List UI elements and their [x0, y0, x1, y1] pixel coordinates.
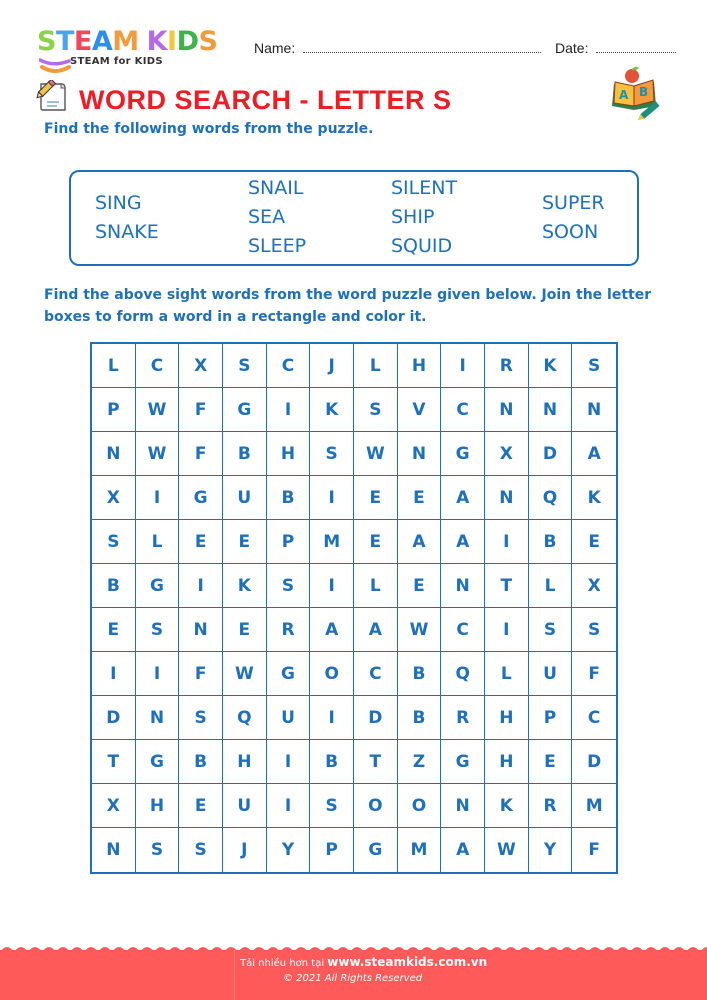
grid-cell[interactable]: B	[310, 740, 354, 784]
grid-cell[interactable]: G	[136, 564, 180, 608]
word-item: SNAIL	[248, 177, 304, 199]
abc-book-icon	[608, 66, 664, 122]
grid-cell[interactable]: N	[441, 784, 485, 828]
grid-cell[interactable]: S	[572, 608, 616, 652]
name-date-fields	[254, 40, 676, 56]
grid-cell[interactable]: B	[398, 696, 442, 740]
grid-cell[interactable]: M	[572, 784, 616, 828]
grid-cell[interactable]: T	[92, 740, 136, 784]
grid-cell[interactable]: B	[92, 564, 136, 608]
grid-cell[interactable]: K	[310, 388, 354, 432]
grid-cell[interactable]: O	[398, 784, 442, 828]
grid-cell[interactable]: X	[179, 344, 223, 388]
grid-cell[interactable]: C	[354, 652, 398, 696]
word-item: SING	[95, 191, 142, 214]
logo-letter: M	[112, 26, 139, 57]
footer-copyright: © 2021 All Rights Reserved	[283, 973, 423, 984]
grid-cell[interactable]: Q	[223, 696, 267, 740]
word-item: SEA	[248, 206, 286, 228]
steam-kids-logo	[37, 28, 237, 74]
grid-cell[interactable]: E	[529, 740, 573, 784]
grid-cell[interactable]: E	[179, 520, 223, 564]
word-list-box	[69, 170, 639, 266]
grid-cell[interactable]: I	[310, 564, 354, 608]
grid-cell[interactable]: O	[354, 784, 398, 828]
grid-cell[interactable]: H	[223, 740, 267, 784]
grid-cell[interactable]: F	[179, 652, 223, 696]
grid-cell[interactable]: N	[441, 564, 485, 608]
date-blank-line[interactable]	[596, 41, 676, 53]
logo-letter	[139, 28, 147, 55]
grid-cell[interactable]: K	[529, 344, 573, 388]
grid-cell[interactable]: D	[92, 696, 136, 740]
grid-cell[interactable]: S	[223, 344, 267, 388]
grid-cell[interactable]: K	[223, 564, 267, 608]
grid-cell[interactable]: T	[354, 740, 398, 784]
grid-cell[interactable]: E	[572, 520, 616, 564]
grid-cell[interactable]: M	[398, 828, 442, 872]
grid-cell[interactable]: C	[441, 608, 485, 652]
grid-cell[interactable]: S	[310, 784, 354, 828]
grid-cell[interactable]: I	[310, 476, 354, 520]
grid-cell[interactable]: A	[310, 608, 354, 652]
grid-cell[interactable]: N	[572, 388, 616, 432]
grid-cell[interactable]: B	[398, 652, 442, 696]
grid-cell[interactable]: U	[529, 652, 573, 696]
grid-cell[interactable]: W	[136, 432, 180, 476]
grid-cell[interactable]: X	[572, 564, 616, 608]
grid-cell[interactable]: G	[223, 388, 267, 432]
grid-cell[interactable]: G	[267, 652, 311, 696]
footer-download-line	[240, 955, 487, 969]
name-blank-line[interactable]	[303, 41, 541, 53]
footer-divider	[234, 950, 235, 1000]
grid-cell[interactable]: G	[179, 476, 223, 520]
word-item: SLEEP	[248, 235, 307, 257]
grid-cell[interactable]: A	[354, 608, 398, 652]
grid-cell[interactable]: Y	[267, 828, 311, 872]
svg-text:A: A	[619, 88, 629, 102]
word-item: SUPER	[542, 191, 605, 214]
grid-cell[interactable]: H	[267, 432, 311, 476]
word-item: SNAKE	[95, 220, 159, 243]
grid-cell[interactable]: L	[485, 652, 529, 696]
grid-cell[interactable]: K	[485, 784, 529, 828]
grid-cell[interactable]: U	[223, 476, 267, 520]
word-list-column	[248, 172, 306, 263]
grid-cell[interactable]: R	[441, 696, 485, 740]
grid-cell[interactable]: I	[136, 652, 180, 696]
grid-cell[interactable]: P	[267, 520, 311, 564]
grid-cell[interactable]: S	[136, 828, 180, 872]
grid-cell[interactable]: D	[529, 432, 573, 476]
logo-letter: S	[37, 26, 56, 57]
grid-cell[interactable]: S	[92, 520, 136, 564]
grid-cell[interactable]: G	[441, 432, 485, 476]
grid-cell[interactable]: F	[179, 388, 223, 432]
grid-cell[interactable]: I	[485, 608, 529, 652]
grid-cell[interactable]: E	[92, 608, 136, 652]
grid-cell[interactable]: I	[267, 740, 311, 784]
grid-cell[interactable]: C	[267, 344, 311, 388]
grid-cell[interactable]: H	[485, 740, 529, 784]
grid-cell[interactable]: D	[354, 696, 398, 740]
logo-letter: I	[167, 26, 177, 57]
grid-cell[interactable]: H	[398, 344, 442, 388]
grid-cell[interactable]: M	[310, 520, 354, 564]
grid-cell[interactable]: K	[572, 476, 616, 520]
grid-cell[interactable]: B	[529, 520, 573, 564]
grid-cell[interactable]: G	[441, 740, 485, 784]
word-item: SQUID	[391, 235, 453, 257]
grid-cell[interactable]: P	[529, 696, 573, 740]
grid-cell[interactable]: X	[92, 784, 136, 828]
grid-cell[interactable]: I	[179, 564, 223, 608]
svg-text:B: B	[639, 85, 649, 99]
grid-cell[interactable]: I	[267, 388, 311, 432]
grid-cell[interactable]: I	[92, 652, 136, 696]
grid-cell[interactable]: N	[485, 388, 529, 432]
grid-cell[interactable]: S	[136, 608, 180, 652]
word-list-column	[391, 172, 457, 263]
grid-cell[interactable]: S	[354, 388, 398, 432]
grid-cell[interactable]: P	[92, 388, 136, 432]
word-search-grid	[90, 342, 618, 874]
grid-cell[interactable]: S	[310, 432, 354, 476]
grid-cell[interactable]: S	[267, 564, 311, 608]
name-label: Name:	[254, 40, 296, 56]
grid-cell[interactable]: A	[441, 476, 485, 520]
grid-cell[interactable]: I	[485, 520, 529, 564]
logo-letter: E	[73, 26, 92, 57]
page-title: WORD SEARCH - LETTER S	[79, 85, 452, 115]
grid-cell[interactable]: U	[267, 696, 311, 740]
grid-cell[interactable]: E	[398, 476, 442, 520]
instruction-join-letters: Find the above sight words from the word puzzle given below. Join the letter boxes to form a word in a rectangle and color it.	[44, 287, 652, 325]
grid-cell[interactable]: V	[398, 388, 442, 432]
logo-wordmark	[37, 28, 237, 55]
grid-cell[interactable]: I	[441, 344, 485, 388]
grid-cell[interactable]: L	[136, 520, 180, 564]
grid-cell[interactable]: S	[179, 828, 223, 872]
logo-letter: D	[176, 26, 199, 57]
grid-cell[interactable]: H	[136, 784, 180, 828]
grid-cell[interactable]: J	[223, 828, 267, 872]
word-item: SHIP	[391, 206, 435, 228]
instruction-find-words: Find the following words from the puzzle.	[44, 121, 374, 137]
grid-cell[interactable]: A	[398, 520, 442, 564]
logo-subtitle: STEAM for KIDS	[70, 56, 163, 67]
grid-cell[interactable]: S	[529, 608, 573, 652]
grid-cell[interactable]: I	[136, 476, 180, 520]
footer-website-link[interactable]: www.steamkids.com.vn	[327, 955, 488, 969]
grid-cell[interactable]: B	[179, 740, 223, 784]
grid-cell[interactable]: I	[310, 696, 354, 740]
grid-cell[interactable]: B	[267, 476, 311, 520]
grid-cell[interactable]: N	[92, 432, 136, 476]
logo-swoosh-icon	[39, 57, 71, 75]
grid-cell[interactable]: R	[529, 784, 573, 828]
word-item: SILENT	[391, 177, 458, 199]
grid-cell[interactable]: T	[485, 564, 529, 608]
date-label: Date:	[555, 40, 589, 56]
grid-cell[interactable]: E	[179, 784, 223, 828]
footer-prefix: Tải nhiều hơn tại	[240, 958, 328, 969]
grid-cell[interactable]: A	[572, 432, 616, 476]
grid-cell[interactable]: W	[223, 652, 267, 696]
grid-cell[interactable]: C	[572, 696, 616, 740]
grid-cell[interactable]: P	[310, 828, 354, 872]
grid-cell[interactable]: F	[179, 432, 223, 476]
grid-cell[interactable]: W	[485, 828, 529, 872]
grid-cell[interactable]: Q	[441, 652, 485, 696]
grid-cell[interactable]: O	[310, 652, 354, 696]
grid-cell[interactable]: F	[572, 652, 616, 696]
grid-cell[interactable]: N	[179, 608, 223, 652]
grid-cell[interactable]: S	[179, 696, 223, 740]
grid-cell[interactable]: Y	[529, 828, 573, 872]
grid-cell[interactable]: S	[572, 344, 616, 388]
grid-cell[interactable]: W	[136, 388, 180, 432]
logo-letter: T	[55, 26, 74, 57]
grid-cell[interactable]: X	[485, 432, 529, 476]
grid-cell[interactable]: L	[529, 564, 573, 608]
word-list-column	[542, 172, 605, 263]
logo-letter: A	[91, 26, 113, 57]
grid-cell[interactable]: N	[529, 388, 573, 432]
grid-cell[interactable]: N	[398, 432, 442, 476]
grid-cell[interactable]: L	[354, 564, 398, 608]
grid-cell[interactable]: D	[572, 740, 616, 784]
grid-cell[interactable]: N	[136, 696, 180, 740]
word-list-column	[95, 172, 159, 263]
grid-cell[interactable]: J	[310, 344, 354, 388]
grid-cell[interactable]: N	[485, 476, 529, 520]
grid-cell[interactable]: A	[441, 828, 485, 872]
grid-cell[interactable]: U	[223, 784, 267, 828]
logo-letter: K	[146, 26, 168, 57]
grid-cell[interactable]: L	[354, 344, 398, 388]
grid-cell[interactable]: A	[441, 520, 485, 564]
grid-cell[interactable]: Q	[529, 476, 573, 520]
grid-cell[interactable]: R	[267, 608, 311, 652]
grid-cell[interactable]: E	[223, 608, 267, 652]
grid-cell[interactable]: L	[92, 344, 136, 388]
grid-cell[interactable]: E	[223, 520, 267, 564]
grid-cell[interactable]: G	[136, 740, 180, 784]
grid-cell[interactable]: Z	[398, 740, 442, 784]
grid-cell[interactable]: C	[136, 344, 180, 388]
grid-cell[interactable]: G	[354, 828, 398, 872]
grid-cell[interactable]: C	[441, 388, 485, 432]
grid-cell[interactable]: H	[485, 696, 529, 740]
grid-cell[interactable]: E	[398, 564, 442, 608]
grid-cell[interactable]: W	[354, 432, 398, 476]
grid-cell[interactable]: E	[354, 520, 398, 564]
grid-cell[interactable]: X	[92, 476, 136, 520]
grid-cell[interactable]: I	[267, 784, 311, 828]
pencil-worksheet-icon	[35, 80, 69, 114]
grid-cell[interactable]: E	[354, 476, 398, 520]
grid-cell[interactable]: N	[92, 828, 136, 872]
word-item: SOON	[542, 220, 599, 243]
grid-cell[interactable]: W	[398, 608, 442, 652]
grid-cell[interactable]: R	[485, 344, 529, 388]
logo-letter: S	[198, 26, 218, 57]
grid-cell[interactable]: B	[223, 432, 267, 476]
grid-cell[interactable]: F	[588, 840, 600, 860]
